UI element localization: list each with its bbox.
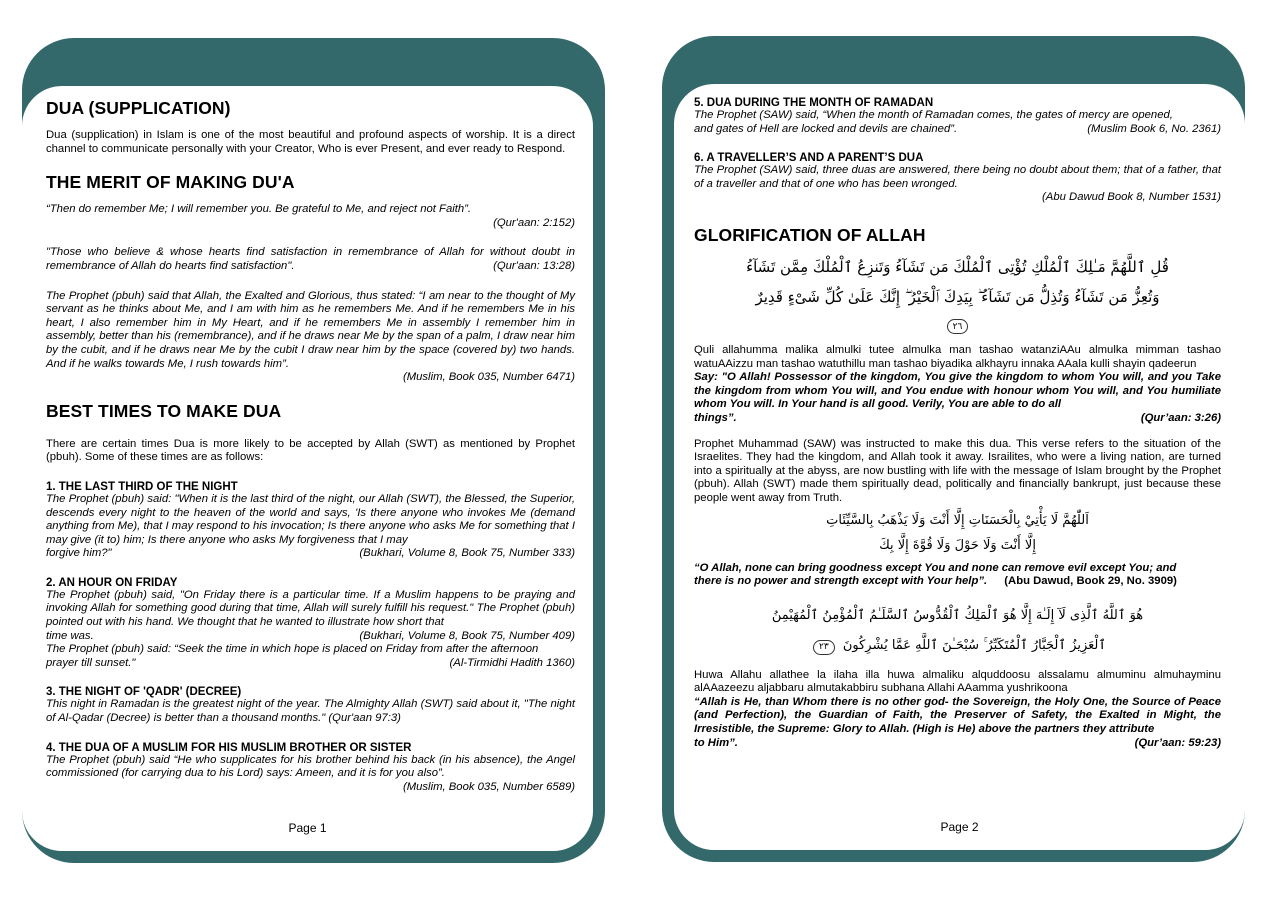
section-2-ref-2: (Al-Tirmidhi Hadith 1360) — [449, 656, 575, 669]
ayah-number-23: ٢٣ — [813, 640, 835, 655]
section-3-title: 3. THE NIGHT OF 'QADR' (DECREE) — [46, 686, 242, 699]
transliteration-3-26: Quli allahumma malika almulki tutee almulka man tashao watanziAAu almulka mimman tashao watuAAizzu man tashao watuthillu man tashao biyadika alkhayru innaka AAala kulli shayin qadeerun — [694, 343, 1221, 370]
translation-dua: “O Allah, none can bring goodness except You and none can remove evil except You; and — [694, 561, 1177, 574]
arabic-verse-3-26-line-2: وَتُعِزُّ مَن تَشَآءُ وَتُذِلُّ مَن تَشَآءُ ۖ بِيَدِكَ ٱلْخَيْرُ ۖ إِنَّكَ عَلَىٰ كُلِّ شَىْءٍ قَدِيرٌ — [755, 287, 1160, 306]
section-4-title: 4. THE DUA OF A MUSLIM FOR HIS MUSLIM BROTHER OR SISTER — [46, 741, 412, 754]
left-page-frame — [22, 38, 605, 863]
section-1-ref: (Bukhari, Volume 8, Book 75, Number 333) — [359, 547, 575, 560]
section-2-text-2: The Prophet (pbuh) said: “Seek the time in which hope is placed on Friday from after the afternoon — [46, 643, 539, 656]
arabic-verse-3-26-line-1: قُلِ ٱللَّهُمَّ مَـٰلِكَ ٱلْمُلْكِ تُؤْتِى ٱلْمُلْكَ مَن تَشَآءُ وَتَنزِعُ ٱلْمُلْكَ مِمَّن تَشَآءُ — [746, 257, 1169, 276]
section-4-ref: (Muslim, Book 035, Number 6589) — [402, 780, 575, 793]
section-5-ref-line: and gates of Hell are locked and devils are chained”. (Muslim Book 6, No. 2361) — [694, 122, 1221, 135]
arabic-dua-line-2: إِلَّا أَنْتَ وَلَا حَوْلَ وَلَا قُوَّةَ إِلَّا بِكَ — [879, 537, 1036, 553]
section-2-ref-line: time was. (Bukhari, Volume 8, Book 75, Number 409) — [46, 629, 575, 642]
arabic-dua-line-1: اَللّٰهُمَّ لَا يَأْتِيْ بِالْحَسَنَاتِ إِلَّا أَنْتَ وَلَا يَذْهَبُ بِالسَّيِّئَاتِ — [826, 512, 1089, 528]
section-5-ref: (Muslim Book 6, No. 2361) — [1087, 122, 1221, 135]
arabic-verse-59-23-line-1: هُوَ ٱللَّهُ ٱلَّذِى لَآ إِلَـٰهَ إِلَّا هُوَ ٱلْمَلِكُ ٱلْقُدُّوسُ ٱلسَّلَـٰمُ ٱلْمُؤْمِنُ ٱلْمُهَيْمِنُ — [771, 607, 1144, 623]
translation-59-23-ref: (Qur’aan: 59:23) — [1134, 736, 1221, 749]
section-3-text: This night in Ramadan is the greatest night of the year. The Almighty Allah (SWT) said about it, "The night of Al-Qadar (Decree) is better than a thousand months." (Qur'aan 97:3) — [46, 698, 575, 725]
explanation-paragraph: Prophet Muhammad (SAW) was instructed to make this dua. This verse refers to the situation of the Israelites. They had the kingdom, and Allah took it away. Israilites, who were a living nation, are turned into a spiritually at the abyss, are now bustling with life with the message of Islam brought by the Prophet (pbuh). Allah (SWT) made them spiritually dead, politically and financially bankrupt, just because these people went away from Truth. — [694, 437, 1221, 504]
translation-3-26-ref: (Qur’aan: 3:26) — [1140, 411, 1221, 424]
section-6-title: 6. A TRAVELLER’S AND A PARENT’S DUA — [694, 152, 924, 165]
section-5-text: The Prophet (SAW) said, “When the month of Ramadan comes, the gates of mercy are opened, — [694, 109, 1173, 121]
arabic-verse-59-23-line-2: ٱلْعَزِيزُ ٱلْجَبَّارُ ٱلْمُتَكَبِّرُ ۚ سُبْحَـٰنَ ٱللَّهِ عَمَّا يُشْرِكُونَ ٢٣ — [694, 631, 1221, 661]
translation-dua-ref-line: there is no power and strength except with Your help”. (Abu Dawud, Book 29, No. 3909) — [694, 575, 1177, 588]
best-times-heading: BEST TIMES TO MAKE DUA — [46, 400, 282, 421]
best-times-intro: There are certain times Dua is more likely to be accepted by Allah (SWT) as mentioned by Prophet (pbuh). Some of these times are as follows: — [46, 437, 575, 464]
page-number-2: Page 2 — [940, 820, 979, 834]
glorification-heading: GLORIFICATION OF ALLAH — [694, 224, 926, 245]
quote-13-28-ref: (Qur'aan: 13:28) — [493, 259, 575, 272]
transliteration-59-23: Huwa Allahu allathee la ilaha illa huwa almaliku alquddoosu alssalamu almuminu almuhayminu alAAazeezu aljabbaru almutakabbiru subhana Allahi AAamma yushrikoona — [694, 668, 1221, 695]
left-page-body — [22, 86, 593, 851]
section-4-text: The Prophet (pbuh) said “He who supplicates for his brother behind his back (in his absence), the Angel commissioned (for carrying dua to his Lord) says: Ameen, and it is for you also”. — [46, 753, 575, 780]
section-1-text: The Prophet (pbuh) said: "When it is the last third of the night, our Allah (SWT), the Blessed, the Superior, descends every night to the heaven of the world and says, 'Is there anyone who invokes Me (demand anything from Me), that I may respond to his invocation; Is there anyone who asks Me for something that I may give (it to) him; Is there anyone who asks My forgiveness that I may — [46, 492, 575, 546]
quote-2-152: “Then do remember Me; I will remember you. Be grateful to Me, and reject not Faith”. — [46, 203, 472, 216]
hadith-qudsi-ref: (Muslim, Book 035, Number 6471) — [402, 371, 575, 384]
page-number-1: Page 1 — [288, 821, 327, 835]
section-1-ref-line: forgive him?" (Bukhari, Volume 8, Book 75, Number 333) — [46, 547, 575, 560]
hadith-qudsi: The Prophet (pbuh) said that Allah, the Exalted and Glorious, thus stated: “I am near to the thought of My servant as he thinks about Me, and I am with him as he remembers Me. And if he remembers Me in his heart, I also remember him in My Heart, and if he remembers Me in assembly I remember him in assembly, better than his (remembrance), and if he draws near Me by the span of a palm, I draw near him by the cubit, and if he draws near Me by the cubit I draw near him by the space (covered by) two hands. And if he walks towards Me, I rush towards him”. — [46, 289, 575, 370]
section-6-text: The Prophet (SAW) said, three duas are answered, there being no doubt about them; that of a father, that of a traveller and that of one who has been wronged. — [694, 164, 1221, 190]
quote-13-28: "Those who believe & whose hearts find satisfaction in remembrance of Allah for without doubt in remembrance of Allah do hearts find satisfaction". — [46, 246, 575, 272]
merit-heading: THE MERIT OF MAKING DU'A — [46, 172, 295, 193]
translation-3-26: Say: "O Allah! Possessor of the kingdom, You give the kingdom to whom You will, and you Take the kingdom from whom You will, and You endue with honour whom You will, and You humiliate whom You will. In Your hand is all good. Verily, You are able to do all — [694, 371, 1221, 411]
right-page-body — [674, 84, 1245, 850]
page-title: DUA (SUPPLICATION) — [46, 98, 231, 118]
section-2-title: 2. AN HOUR ON FRIDAY — [46, 576, 178, 589]
ayah-number-26 — [694, 316, 1221, 334]
translation-59-23: “Allah is He, than Whom there is no other god- the Sovereign, the Holy One, the Source of Peace (and Perfection), the Guardian of Faith, the Preserver of Safety, the Exalted in Might, the Irresistible, the Supreme: Glory to Allah. (High is He) above the partners they attribute — [694, 695, 1221, 736]
section-2-ref: (Bukhari, Volume 8, Book 75, Number 409) — [359, 629, 575, 642]
intro-paragraph: Dua (supplication) in Islam is one of the most beautiful and profound aspects of worship. It is a direct channel to communicate personally with your Creator, Who is ever Present, and ever ready to Respond. — [46, 129, 575, 155]
section-5-title: 5. DUA DURING THE MONTH OF RAMADAN — [694, 97, 934, 109]
section-2-text: The Prophet (pbuh) said, "On Friday there is a particular time. If a Muslim happens to be praying and invoking Allah for something good during that time, Allah will surely fulfill his request." The Prophet (pbuh) pointed out with his hand. We thought that he wanted to illustrate how short that — [46, 588, 575, 629]
translation-59-23-ref-line: to Him”. (Qur’aan: 59:23) — [694, 736, 1221, 749]
ayah-marker-icon: ٢٦ — [947, 319, 969, 334]
quote-2-152-ref: (Qur'aan: 2:152) — [493, 216, 575, 229]
translation-3-26-ref-line: things”. (Qur’aan: 3:26) — [694, 411, 1221, 424]
section-2-ref-line-2: prayer till sunset." (Al-Tirmidhi Hadith 1360) — [46, 656, 575, 669]
section-6-ref: (Abu Dawud Book 8, Number 1531) — [1042, 191, 1221, 204]
section-1-title: 1. THE LAST THIRD OF THE NIGHT — [46, 480, 238, 493]
right-page-frame — [662, 36, 1245, 862]
translation-dua-ref: (Abu Dawud, Book 29, No. 3909) — [1004, 575, 1177, 588]
